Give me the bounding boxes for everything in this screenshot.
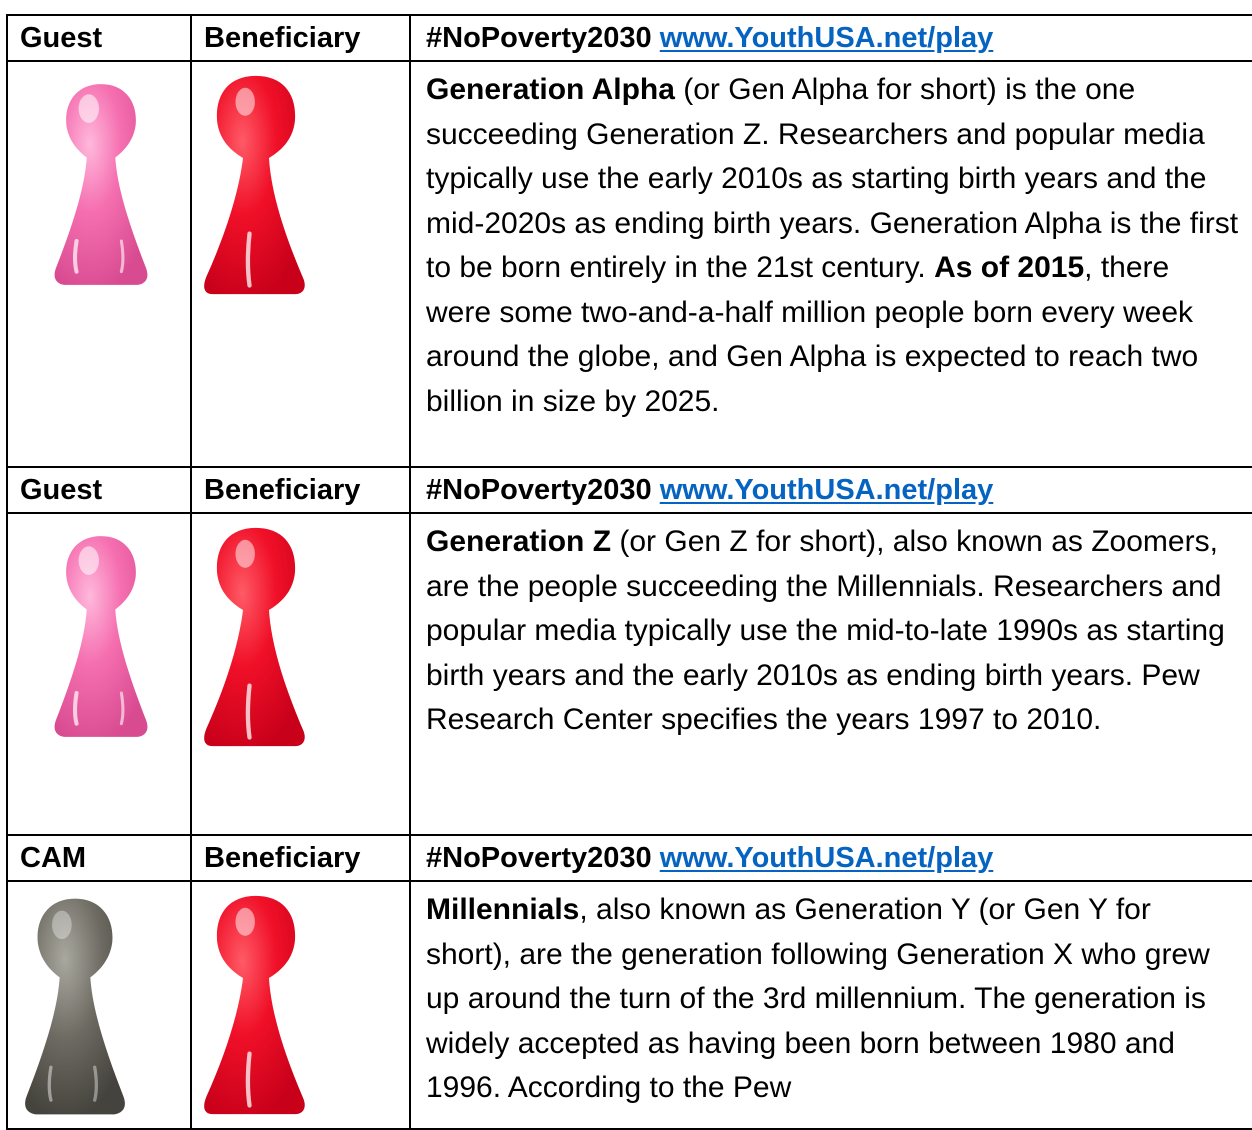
tag-cell <box>410 835 1252 881</box>
play-link[interactable]: www.YouthUSA.net/play <box>659 474 994 506</box>
hashtag: #NoPoverty2030 <box>426 22 652 54</box>
generation-table <box>6 14 1252 1130</box>
header-row <box>7 15 1252 61</box>
role-label: CAM <box>7 835 191 881</box>
pink-pawn-icon <box>50 530 152 744</box>
description-emphasis: As of 2015 <box>934 251 1085 284</box>
description-text: (or Gen Z for short), also known as Zoomers, are the people succeeding the Millennials. Researchers and popular media typically use the mid-to-late 1990s as starting birth years and the early 2010s as ending birth years. Pew Research Center specifies the years 1997 to 2010. <box>426 525 1225 736</box>
header-row <box>7 835 1252 881</box>
header-row <box>7 467 1252 513</box>
guest-piece-cell <box>7 61 191 467</box>
gray-pawn-icon <box>20 892 130 1122</box>
description-cell <box>410 881 1252 1129</box>
red-pawn-icon <box>202 890 310 1120</box>
generation-name: Generation Alpha <box>426 73 675 106</box>
content-row <box>7 881 1252 1129</box>
generation-name: Millennials <box>426 893 580 926</box>
description-text: , also known as Generation Y (or Gen Y for short), are the generation following Generation X who grew up around the turn of the 3rd millennium. The generation is widely accepted as having been born between 1980 and 1996. According to the Pew <box>426 893 1210 1104</box>
content-row <box>7 513 1252 835</box>
generation-name: Generation Z <box>426 525 612 558</box>
cam-piece-cell <box>7 881 191 1129</box>
beneficiary-piece-cell <box>191 881 410 1129</box>
role-label: Guest <box>7 15 191 61</box>
content-row <box>7 61 1252 467</box>
hashtag: #NoPoverty2030 <box>426 842 652 874</box>
description-cell <box>410 61 1252 467</box>
red-pawn-icon <box>202 522 310 752</box>
beneficiary-piece-cell <box>191 61 410 467</box>
red-pawn-icon <box>202 70 310 300</box>
description-cell <box>410 513 1252 835</box>
play-link[interactable]: www.YouthUSA.net/play <box>659 22 994 54</box>
guest-piece-cell <box>7 513 191 835</box>
pink-pawn-icon <box>50 78 152 292</box>
hashtag: #NoPoverty2030 <box>426 474 652 506</box>
description-text: (or Gen Alpha for short) is the one succeeding Generation Z. Researchers and popular media typically use the early 2010s as starting birth years and the mid-2020s as ending birth years. Generation Alpha is the first to be born entirely in the 21st century. <box>426 73 1239 284</box>
beneficiary-piece-cell <box>191 513 410 835</box>
play-link[interactable]: www.YouthUSA.net/play <box>659 842 994 874</box>
beneficiary-label: Beneficiary <box>191 835 410 881</box>
role-label: Guest <box>7 467 191 513</box>
tag-cell <box>410 467 1252 513</box>
beneficiary-label: Beneficiary <box>191 467 410 513</box>
beneficiary-label: Beneficiary <box>191 15 410 61</box>
description-text-continued: , there were some two-and-a-half million people born every week around the globe, and Gen Alpha is expected to reach two billion in size by 2025. <box>426 251 1199 418</box>
tag-cell <box>410 15 1252 61</box>
